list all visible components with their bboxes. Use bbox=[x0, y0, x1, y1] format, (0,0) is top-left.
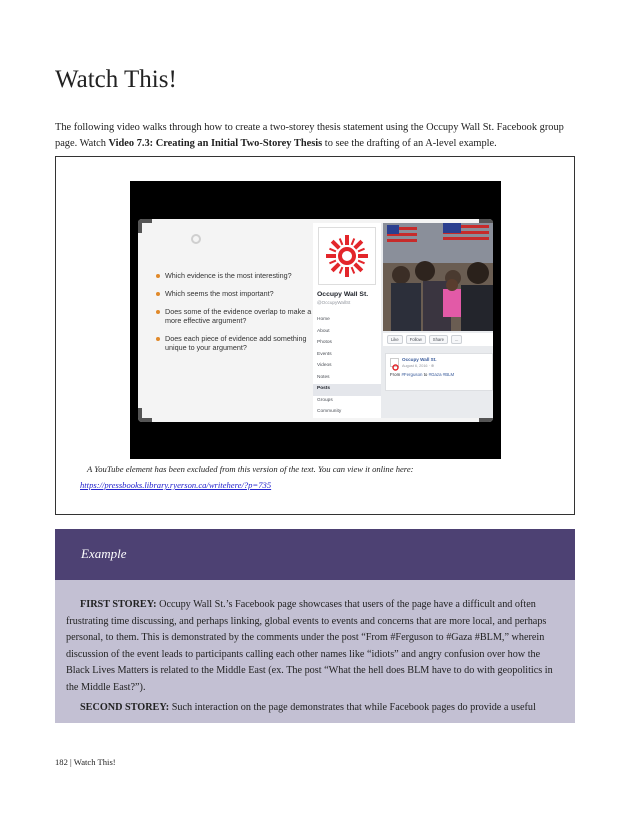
post-hashtag: #Ferguson bbox=[401, 372, 423, 377]
follow-button: Follow bbox=[406, 335, 426, 344]
protest-photo-image bbox=[383, 223, 493, 331]
share-button: Share bbox=[429, 335, 448, 344]
question-item: Does each piece of evidence add something unique to your argument? bbox=[156, 334, 316, 352]
occupy-logo bbox=[318, 227, 376, 285]
facebook-nav-item: Photos bbox=[317, 340, 332, 345]
facebook-nav-item: Videos bbox=[317, 363, 332, 368]
video-embed-box bbox=[55, 156, 575, 515]
facebook-nav-item: Groups bbox=[317, 397, 333, 403]
video-link[interactable]: https://pressbooks.library.ryerson.ca/writehere/?p=735 bbox=[80, 480, 272, 490]
first-storey-label: FIRST STOREY: bbox=[80, 599, 157, 610]
page-footer bbox=[55, 757, 116, 767]
facebook-page-screenshot bbox=[313, 223, 493, 418]
facebook-page-handle: @OccupyWallSt bbox=[317, 300, 351, 305]
protest-cover-photo bbox=[383, 223, 493, 331]
frame-corner bbox=[138, 408, 152, 422]
example-title: Example bbox=[81, 546, 127, 561]
occupy-sunburst-icon bbox=[391, 363, 400, 372]
facebook-nav-item: Events bbox=[317, 351, 332, 357]
question-list bbox=[156, 271, 316, 361]
question-item: Which seems the most important? bbox=[156, 289, 316, 298]
occupy-sunburst-icon bbox=[323, 232, 371, 280]
facebook-nav-item: Home bbox=[317, 317, 330, 322]
page-title: Watch This! bbox=[55, 66, 177, 93]
facebook-sidebar bbox=[313, 223, 381, 418]
facebook-nav-item: About bbox=[317, 328, 330, 334]
facebook-nav bbox=[313, 315, 381, 419]
question-item: Which evidence is the most interesting? bbox=[156, 271, 316, 280]
video-reference: Video 7.3: Creating an Initial Two-Storey Thesis bbox=[108, 138, 323, 149]
footer-separator: | bbox=[70, 757, 72, 767]
question-item: Does some of the evidence overlap to make a more effective argument? bbox=[156, 307, 316, 325]
more-button: ... bbox=[451, 335, 463, 344]
post-text-prefix: From bbox=[390, 372, 402, 377]
second-storey-paragraph bbox=[66, 700, 564, 717]
facebook-post bbox=[385, 353, 493, 391]
intro-text-end: to see the drafting of an A-level example. bbox=[322, 138, 497, 149]
post-text bbox=[390, 372, 454, 377]
intro-paragraph bbox=[55, 120, 577, 152]
post-date: August 6, 2016 · ⊕ bbox=[402, 364, 435, 368]
footer-section: Watch This! bbox=[73, 757, 116, 767]
facebook-nav-item: Community bbox=[317, 409, 342, 414]
facebook-page-name: Occupy Wall St. bbox=[317, 291, 369, 298]
facebook-nav-item-active: Posts bbox=[313, 384, 381, 396]
first-storey-text: Occupy Wall St.’s Facebook page showcases that users of the page have a difficult and often frustrating time discussing, and perhaps linking, global events to events and concerns that are more local, and perhaps personal, to them. This is demonstrated by the comments under the post “From #Ferguson to #Gaza #BLM,” wherein discussion of the event leads to participants calling each other names like “idiots” and angry confusion over how the Black Lives Matters is related to the Middle East (ex. The post “What the hell does BLM have to do with geopolitics in the Middle East?”). bbox=[66, 599, 553, 693]
second-storey-label: SECOND STOREY: bbox=[80, 702, 170, 713]
post-hashtag: #Gaza bbox=[428, 372, 442, 377]
post-hashtag: #BLM bbox=[442, 372, 455, 377]
second-storey-text: Such interaction on the page demonstrates that while Facebook pages do provide a useful bbox=[169, 702, 536, 713]
frame-corner bbox=[138, 219, 152, 233]
post-avatar bbox=[390, 358, 399, 367]
video-thumbnail[interactable] bbox=[130, 181, 501, 459]
page-number: 182 bbox=[55, 757, 68, 767]
facebook-action-bar bbox=[383, 333, 493, 346]
post-text-mid: to bbox=[422, 372, 429, 377]
like-button: Like bbox=[387, 335, 403, 344]
example-header bbox=[55, 529, 575, 580]
intro-text-start: The following video walks through how to create a two-storey thesis statement using the Occupy Wall St. Facebook group page. Watch bbox=[55, 122, 564, 149]
first-storey-paragraph bbox=[66, 597, 564, 696]
video-slide bbox=[138, 219, 493, 422]
post-author: Occupy Wall St. bbox=[402, 357, 437, 362]
example-box bbox=[55, 529, 575, 723]
embed-excluded-note: A YouTube element has been excluded from this version of the text. You can view it online here: bbox=[87, 464, 414, 474]
facebook-nav-item: Notes bbox=[317, 374, 330, 380]
example-body bbox=[66, 597, 564, 717]
gear-icon bbox=[190, 233, 202, 245]
